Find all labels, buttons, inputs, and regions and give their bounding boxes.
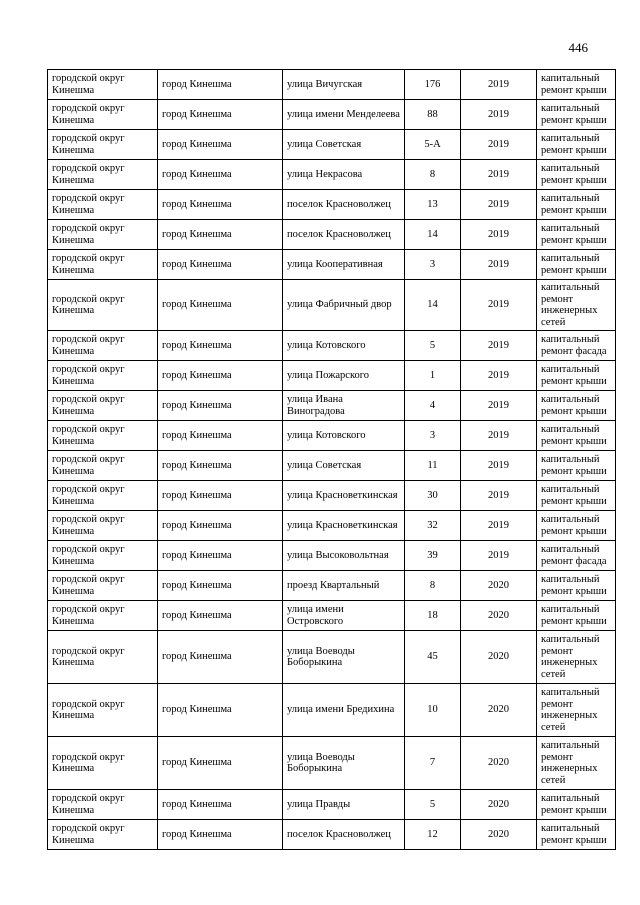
- house-cell: 8: [405, 160, 461, 190]
- municipality-cell: городской округ Кинешма: [48, 331, 158, 361]
- table-row: [48, 130, 616, 160]
- street-cell: поселок Красноволжец: [283, 190, 405, 220]
- year-cell: 2019: [461, 361, 537, 391]
- municipality-cell: городской округ Кинешма: [48, 130, 158, 160]
- table-row: [48, 220, 616, 250]
- table-row: [48, 737, 616, 790]
- table-row: [48, 190, 616, 220]
- municipality-cell: городской округ Кинешма: [48, 601, 158, 631]
- street-cell: улица Красноветкинская: [283, 481, 405, 511]
- house-cell: 5: [405, 790, 461, 820]
- street-cell: улица Кооперативная: [283, 250, 405, 280]
- house-cell: 14: [405, 220, 461, 250]
- table-row: [48, 820, 616, 850]
- locality-cell: город Кинешма: [158, 250, 283, 280]
- municipality-cell: городской округ Кинешма: [48, 541, 158, 571]
- municipality-cell: городской округ Кинешма: [48, 571, 158, 601]
- house-cell: 88: [405, 100, 461, 130]
- table-row: [48, 601, 616, 631]
- municipality-cell: городской округ Кинешма: [48, 790, 158, 820]
- house-cell: 14: [405, 280, 461, 331]
- year-cell: 2019: [461, 100, 537, 130]
- year-cell: 2019: [461, 541, 537, 571]
- locality-cell: город Кинешма: [158, 790, 283, 820]
- municipality-cell: городской округ Кинешма: [48, 684, 158, 737]
- work-type-cell: капитальный ремонт крыши: [537, 100, 616, 130]
- municipality-cell: городской округ Кинешма: [48, 820, 158, 850]
- table-row: [48, 160, 616, 190]
- locality-cell: город Кинешма: [158, 820, 283, 850]
- street-cell: улица имени Бредихина: [283, 684, 405, 737]
- street-cell: улица Высоковольтная: [283, 541, 405, 571]
- work-type-cell: капитальный ремонт крыши: [537, 130, 616, 160]
- table-row: [48, 631, 616, 684]
- locality-cell: город Кинешма: [158, 100, 283, 130]
- house-cell: 11: [405, 451, 461, 481]
- table-row: [48, 421, 616, 451]
- street-cell: улица Красноветкинская: [283, 511, 405, 541]
- table-row: [48, 790, 616, 820]
- municipality-cell: городской округ Кинешма: [48, 451, 158, 481]
- municipality-cell: городской округ Кинешма: [48, 511, 158, 541]
- year-cell: 2019: [461, 331, 537, 361]
- work-type-cell: капитальный ремонт крыши: [537, 571, 616, 601]
- work-type-cell: капитальный ремонт крыши: [537, 190, 616, 220]
- house-cell: 3: [405, 250, 461, 280]
- table-row: [48, 684, 616, 737]
- year-cell: 2019: [461, 190, 537, 220]
- municipality-cell: городской округ Кинешма: [48, 391, 158, 421]
- house-cell: 7: [405, 737, 461, 790]
- street-cell: улица Котовского: [283, 421, 405, 451]
- table-row: [48, 250, 616, 280]
- house-cell: 39: [405, 541, 461, 571]
- buildings-table-body: [48, 70, 616, 850]
- table-row: [48, 481, 616, 511]
- house-cell: 12: [405, 820, 461, 850]
- work-type-cell: капитальный ремонт крыши: [537, 511, 616, 541]
- municipality-cell: городской округ Кинешма: [48, 737, 158, 790]
- year-cell: 2019: [461, 160, 537, 190]
- work-type-cell: капитальный ремонт инженерных сетей: [537, 280, 616, 331]
- street-cell: улица Котовского: [283, 331, 405, 361]
- house-cell: 13: [405, 190, 461, 220]
- street-cell: улица имени Островского: [283, 601, 405, 631]
- locality-cell: город Кинешма: [158, 160, 283, 190]
- year-cell: 2019: [461, 451, 537, 481]
- house-cell: 3: [405, 421, 461, 451]
- work-type-cell: капитальный ремонт крыши: [537, 250, 616, 280]
- house-cell: 45: [405, 631, 461, 684]
- street-cell: улица Советская: [283, 130, 405, 160]
- house-cell: 8: [405, 571, 461, 601]
- street-cell: улица Ивана Виноградова: [283, 391, 405, 421]
- work-type-cell: капитальный ремонт инженерных сетей: [537, 684, 616, 737]
- work-type-cell: капитальный ремонт крыши: [537, 820, 616, 850]
- table-row: [48, 541, 616, 571]
- locality-cell: город Кинешма: [158, 571, 283, 601]
- street-cell: улица Пожарского: [283, 361, 405, 391]
- year-cell: 2019: [461, 481, 537, 511]
- street-cell: улица Воеводы Боборыкина: [283, 631, 405, 684]
- locality-cell: город Кинешма: [158, 190, 283, 220]
- year-cell: 2020: [461, 737, 537, 790]
- year-cell: 2020: [461, 631, 537, 684]
- house-cell: 5: [405, 331, 461, 361]
- year-cell: 2019: [461, 280, 537, 331]
- locality-cell: город Кинешма: [158, 541, 283, 571]
- work-type-cell: капитальный ремонт крыши: [537, 481, 616, 511]
- municipality-cell: городской округ Кинешма: [48, 361, 158, 391]
- work-type-cell: капитальный ремонт крыши: [537, 220, 616, 250]
- municipality-cell: городской округ Кинешма: [48, 100, 158, 130]
- work-type-cell: капитальный ремонт крыши: [537, 391, 616, 421]
- work-type-cell: капитальный ремонт крыши: [537, 451, 616, 481]
- locality-cell: город Кинешма: [158, 421, 283, 451]
- work-type-cell: капитальный ремонт фасада: [537, 331, 616, 361]
- year-cell: 2020: [461, 571, 537, 601]
- work-type-cell: капитальный ремонт крыши: [537, 601, 616, 631]
- municipality-cell: городской округ Кинешма: [48, 421, 158, 451]
- street-cell: поселок Красноволжец: [283, 820, 405, 850]
- table-row: [48, 391, 616, 421]
- work-type-cell: капитальный ремонт крыши: [537, 361, 616, 391]
- municipality-cell: городской округ Кинешма: [48, 280, 158, 331]
- house-cell: 18: [405, 601, 461, 631]
- street-cell: проезд Квартальный: [283, 571, 405, 601]
- year-cell: 2019: [461, 130, 537, 160]
- work-type-cell: капитальный ремонт инженерных сетей: [537, 737, 616, 790]
- locality-cell: город Кинешма: [158, 331, 283, 361]
- locality-cell: город Кинешма: [158, 391, 283, 421]
- year-cell: 2019: [461, 220, 537, 250]
- year-cell: 2019: [461, 421, 537, 451]
- locality-cell: город Кинешма: [158, 451, 283, 481]
- municipality-cell: городской округ Кинешма: [48, 220, 158, 250]
- table-row: [48, 280, 616, 331]
- year-cell: 2020: [461, 601, 537, 631]
- locality-cell: город Кинешма: [158, 631, 283, 684]
- table-row: [48, 331, 616, 361]
- work-type-cell: капитальный ремонт крыши: [537, 160, 616, 190]
- street-cell: улица Некрасова: [283, 160, 405, 190]
- table-row: [48, 100, 616, 130]
- house-cell: 10: [405, 684, 461, 737]
- locality-cell: город Кинешма: [158, 70, 283, 100]
- table-row: [48, 451, 616, 481]
- municipality-cell: городской округ Кинешма: [48, 481, 158, 511]
- municipality-cell: городской округ Кинешма: [48, 631, 158, 684]
- municipality-cell: городской округ Кинешма: [48, 70, 158, 100]
- street-cell: поселок Красноволжец: [283, 220, 405, 250]
- year-cell: 2020: [461, 684, 537, 737]
- street-cell: улица Воеводы Боборыкина: [283, 737, 405, 790]
- year-cell: 2020: [461, 820, 537, 850]
- house-cell: 4: [405, 391, 461, 421]
- year-cell: 2019: [461, 250, 537, 280]
- page-number: 446: [568, 40, 588, 55]
- street-cell: улица имени Менделеева: [283, 100, 405, 130]
- house-cell: 30: [405, 481, 461, 511]
- locality-cell: город Кинешма: [158, 737, 283, 790]
- table-row: [48, 511, 616, 541]
- locality-cell: город Кинешма: [158, 601, 283, 631]
- table-row: [48, 571, 616, 601]
- work-type-cell: капитальный ремонт крыши: [537, 70, 616, 100]
- work-type-cell: капитальный ремонт крыши: [537, 790, 616, 820]
- locality-cell: город Кинешма: [158, 511, 283, 541]
- work-type-cell: капитальный ремонт фасада: [537, 541, 616, 571]
- year-cell: 2019: [461, 391, 537, 421]
- house-cell: 176: [405, 70, 461, 100]
- street-cell: улица Правды: [283, 790, 405, 820]
- buildings-table: [47, 69, 616, 850]
- year-cell: 2019: [461, 70, 537, 100]
- municipality-cell: городской округ Кинешма: [48, 250, 158, 280]
- street-cell: улица Фабричный двор: [283, 280, 405, 331]
- year-cell: 2020: [461, 790, 537, 820]
- work-type-cell: капитальный ремонт инженерных сетей: [537, 631, 616, 684]
- locality-cell: город Кинешма: [158, 280, 283, 331]
- table-row: [48, 70, 616, 100]
- locality-cell: город Кинешма: [158, 684, 283, 737]
- locality-cell: город Кинешма: [158, 481, 283, 511]
- municipality-cell: городской округ Кинешма: [48, 160, 158, 190]
- house-cell: 32: [405, 511, 461, 541]
- house-cell: 1: [405, 361, 461, 391]
- street-cell: улица Вичугская: [283, 70, 405, 100]
- work-type-cell: капитальный ремонт крыши: [537, 421, 616, 451]
- municipality-cell: городской округ Кинешма: [48, 190, 158, 220]
- table-row: [48, 361, 616, 391]
- locality-cell: город Кинешма: [158, 361, 283, 391]
- house-cell: 5-А: [405, 130, 461, 160]
- year-cell: 2019: [461, 511, 537, 541]
- street-cell: улица Советская: [283, 451, 405, 481]
- locality-cell: город Кинешма: [158, 130, 283, 160]
- locality-cell: город Кинешма: [158, 220, 283, 250]
